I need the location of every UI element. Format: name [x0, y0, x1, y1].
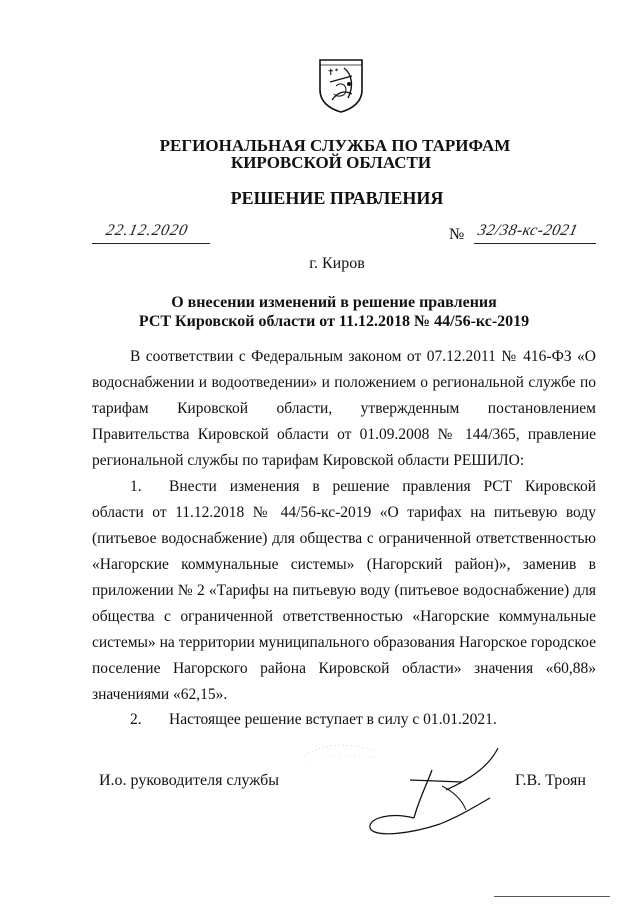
decision-date: 22.12.2020	[104, 222, 190, 239]
decision-number-label: №	[449, 226, 465, 243]
list-item	[92, 474, 596, 708]
footer-rule	[494, 896, 610, 897]
list-item	[92, 707, 596, 733]
city: г. Киров	[309, 255, 365, 272]
item-number: 1.	[130, 478, 142, 495]
signatory-name: Г.В. Троян	[515, 772, 586, 789]
document-type-title: РЕШЕНИЕ ПРАВЛЕНИЯ	[230, 188, 444, 208]
signatory-position: И.о. руководителя службы	[99, 772, 280, 789]
kirov-coat-of-arms-icon	[316, 56, 366, 114]
decision-number: 32/38-кс-2021	[476, 222, 580, 239]
decision-date-field	[92, 222, 210, 244]
item-text: Настоящее решение вступает в силу с 01.01.2021.	[169, 711, 497, 728]
item-text: Внести изменения в решение правления РСТ Кировской области от 11.12.2018 № 44/56-кс-2019 «О тарифах на питьевую воду (питьевое водоснабжение) для общества с ограниченной ответственностью «Нагорские коммунальные системы» (Нагорский район)», заменив в приложении № 2 «Тарифы на питьевую воду (питьевое водоснабжение) для общества с ограниченной ответственностью «Нагорские коммунальные системы» на территории муниципального образования Нагорское городское поселение Нагорского района Кировской области» значения «60,88» значениями «62,15».	[92, 478, 596, 703]
org-name-line2: КИРОВСКОЙ ОБЛАСТИ	[230, 153, 432, 172]
svg-text:✝: ✝	[327, 68, 335, 78]
item-number: 2.	[130, 711, 142, 728]
svg-text:✶: ✶	[334, 67, 340, 74]
subject-line1: О внесении изменений в решение правления	[171, 294, 497, 311]
intro-paragraph: В соответствии с Федеральным законом от 07.12.2011 № 416-ФЗ «О водоснабжении и водоотведении» и положением о региональной службе по тарифам Кировской области, утвержденным постановлением Правительства Кировской области от 01.09.2008 № 144/365, правление региональной службы по тарифам Кировской области РЕШИЛО:	[92, 348, 596, 469]
org-name-line1: РЕГИОНАЛЬНАЯ СЛУЖБА ПО ТАРИФАМ	[159, 136, 511, 155]
decision-subject	[0, 293, 640, 331]
handwritten-signature-icon	[350, 740, 530, 860]
decision-number-field	[474, 222, 596, 244]
subject-line2: РСТ Кировской области от 11.12.2018 № 44/56-кс-2019	[138, 313, 530, 330]
